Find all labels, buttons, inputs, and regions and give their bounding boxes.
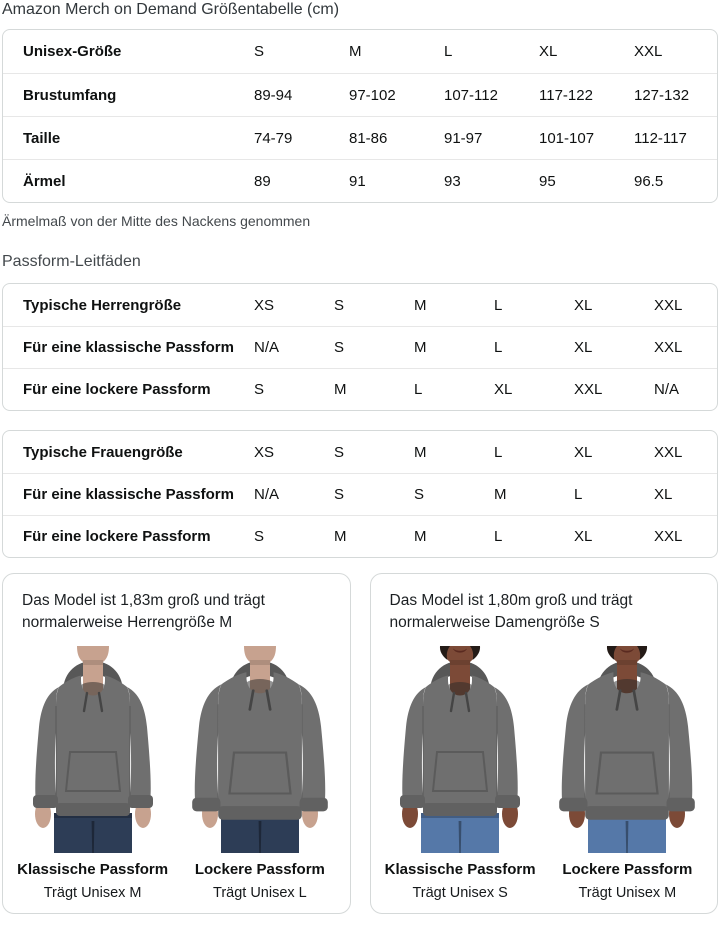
size-cell: 89-94 bbox=[254, 86, 293, 104]
size-cell: S bbox=[334, 339, 345, 356]
model-figures bbox=[377, 646, 712, 901]
fit-label: Lockere Passform bbox=[562, 861, 693, 878]
size-cell: XXL bbox=[654, 528, 683, 545]
size-cell: N/A bbox=[254, 339, 280, 356]
model-card-men bbox=[2, 573, 351, 914]
table-row bbox=[3, 159, 717, 202]
size-cell: S bbox=[414, 486, 425, 503]
column-header: XS bbox=[254, 296, 275, 314]
model-card-women bbox=[370, 573, 719, 914]
male-hoodie-illustration bbox=[13, 646, 173, 853]
size-cell: L bbox=[574, 486, 583, 503]
size-cell: 97-102 bbox=[349, 86, 396, 104]
fit-guides-heading: Passform-Leitfäden bbox=[2, 253, 141, 270]
size-cell: L bbox=[414, 381, 423, 398]
size-cell: XL bbox=[494, 381, 513, 398]
fit-label: Lockere Passform bbox=[194, 861, 325, 878]
column-header: M bbox=[414, 296, 427, 314]
size-cell: XL bbox=[654, 486, 673, 503]
size-cell: 107-112 bbox=[444, 86, 498, 104]
size-cell: M bbox=[334, 528, 347, 545]
row-label: Für eine klassische Passform bbox=[23, 486, 234, 503]
size-cell: 101-107 bbox=[539, 129, 595, 147]
size-cell: 89 bbox=[254, 172, 271, 190]
model-description: Das Model ist 1,83m groß und trägt normalerweise Herrengröße M bbox=[22, 592, 265, 632]
size-cell: XL bbox=[574, 528, 593, 545]
column-header: M bbox=[414, 443, 427, 461]
column-header: L bbox=[444, 43, 453, 60]
size-cell: XXL bbox=[574, 381, 603, 398]
table-header-row bbox=[3, 431, 717, 473]
model-photo-loose-fit bbox=[544, 646, 711, 901]
column-header: XXL bbox=[654, 296, 683, 314]
table-header-row bbox=[3, 284, 717, 326]
column-header: XS bbox=[254, 443, 275, 461]
size-label: Trägt Unisex M bbox=[578, 885, 677, 901]
female-hoodie-illustration bbox=[380, 646, 540, 853]
size-cell: S bbox=[254, 381, 265, 398]
model-description: Das Model ist 1,80m groß und trägt normalerweise Damengröße S bbox=[389, 592, 633, 632]
column-header: M bbox=[349, 43, 362, 60]
size-cell: 93 bbox=[444, 172, 461, 190]
size-cell: XXL bbox=[654, 339, 683, 356]
size-cell: XL bbox=[574, 339, 593, 356]
male-hoodie-illustration bbox=[180, 646, 340, 853]
column-header: XL bbox=[539, 43, 558, 60]
table-row bbox=[3, 326, 717, 368]
row-label: Taille bbox=[23, 129, 61, 147]
table-header-row bbox=[3, 30, 717, 73]
column-header: S bbox=[334, 443, 345, 461]
size-cell: M bbox=[334, 381, 347, 398]
row-label: Brustumfang bbox=[23, 86, 117, 104]
column-header: XXL bbox=[634, 43, 663, 60]
row-label: Für eine lockere Passform bbox=[23, 528, 211, 545]
size-cell: 117-122 bbox=[539, 86, 593, 104]
row-label: Typische Herrengröße bbox=[23, 296, 182, 314]
size-cell: 112-117 bbox=[634, 129, 687, 147]
size-cell: 81-86 bbox=[349, 129, 388, 147]
mens-fit-table bbox=[2, 283, 718, 411]
size-label: Trägt Unisex M bbox=[43, 885, 142, 901]
size-cell: 91 bbox=[349, 172, 366, 190]
size-cell: N/A bbox=[254, 486, 280, 503]
column-header: S bbox=[334, 296, 345, 314]
row-label: Typische Frauengröße bbox=[23, 443, 183, 461]
female-hoodie-illustration bbox=[547, 646, 707, 853]
size-cell: M bbox=[494, 486, 507, 503]
column-header: S bbox=[254, 43, 265, 60]
column-header: XXL bbox=[654, 443, 683, 461]
column-header: L bbox=[494, 443, 503, 461]
fit-label: Klassische Passform bbox=[384, 861, 536, 878]
size-cell: 96.5 bbox=[634, 172, 664, 190]
table-row bbox=[3, 515, 717, 557]
row-label: Unisex-Größe bbox=[23, 43, 122, 60]
size-label: Trägt Unisex L bbox=[213, 885, 307, 901]
size-cell: S bbox=[334, 486, 345, 503]
table-row bbox=[3, 473, 717, 515]
row-label: Für eine klassische Passform bbox=[23, 339, 234, 356]
row-label: Für eine lockere Passform bbox=[23, 381, 211, 398]
size-cell: L bbox=[494, 339, 503, 356]
size-cell: 74-79 bbox=[254, 129, 293, 147]
size-cell: 95 bbox=[539, 172, 556, 190]
sleeve-measure-note: Ärmelmaß von der Mitte des Nackens genommen bbox=[2, 213, 311, 229]
unisex-size-table bbox=[2, 29, 718, 203]
model-cards-row bbox=[2, 573, 718, 914]
column-header: XL bbox=[574, 296, 593, 314]
fit-label: Klassische Passform bbox=[17, 861, 169, 878]
size-cell: N/A bbox=[654, 381, 680, 398]
model-photo-loose-fit bbox=[176, 646, 343, 901]
womens-fit-table bbox=[2, 430, 718, 558]
column-header: L bbox=[494, 296, 503, 314]
size-label: Trägt Unisex S bbox=[412, 885, 508, 901]
size-cell: 127-132 bbox=[634, 86, 690, 104]
table-row bbox=[3, 368, 717, 410]
model-figures bbox=[9, 646, 344, 901]
table-row bbox=[3, 116, 717, 159]
column-header: XL bbox=[574, 443, 593, 461]
size-cell: 91-97 bbox=[444, 129, 483, 147]
size-cell: M bbox=[414, 528, 427, 545]
size-cell: L bbox=[494, 528, 503, 545]
row-label: Ärmel bbox=[23, 172, 66, 190]
model-photo-classic-fit bbox=[377, 646, 544, 901]
table-row bbox=[3, 73, 717, 116]
size-cell: S bbox=[254, 528, 265, 545]
size-cell: M bbox=[414, 339, 427, 356]
model-photo-classic-fit bbox=[9, 646, 176, 901]
page-title: Amazon Merch on Demand Größentabelle (cm) bbox=[2, 1, 340, 18]
